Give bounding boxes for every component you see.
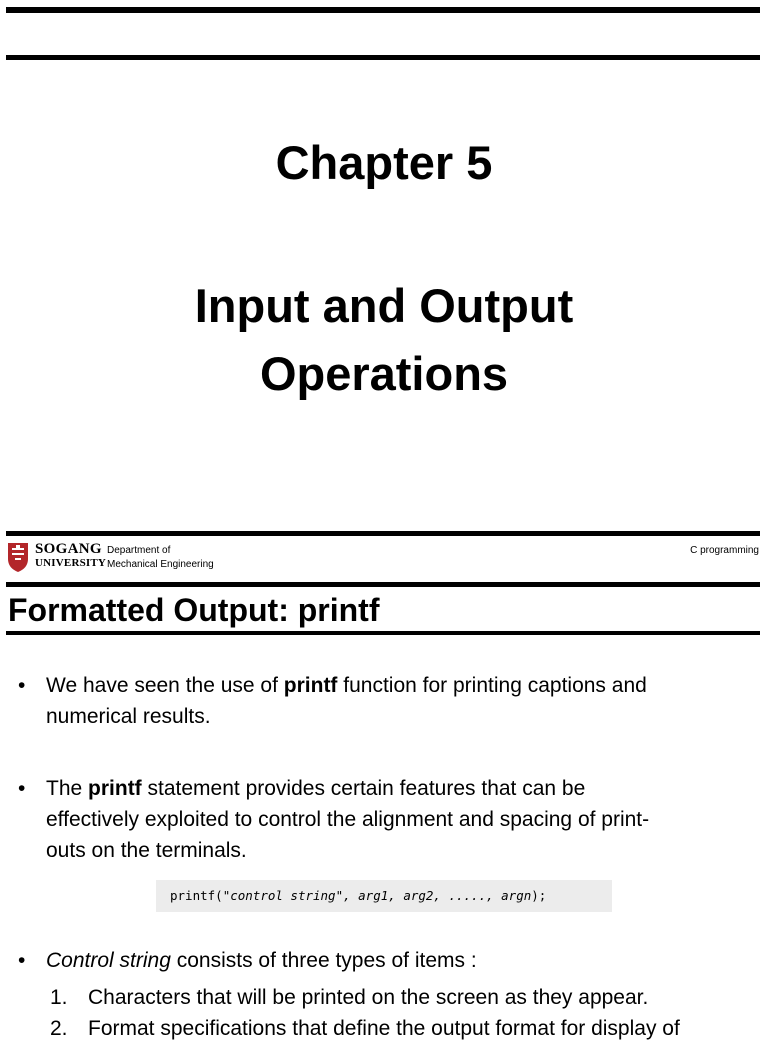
bullet-printf-features [18, 773, 748, 866]
bullet-dot: • [18, 949, 26, 972]
bullet-text: Control string consists of three types of items : [46, 949, 477, 972]
slide-title: Formatted Output: printf [8, 592, 380, 628]
top-rule-1 [6, 7, 760, 13]
header-top-rule [6, 531, 760, 536]
bullet-text: We have seen the use of printf function for printing captions and numerical results. [46, 674, 647, 728]
course-name: C programming [690, 545, 759, 556]
chapter-title [0, 272, 768, 408]
bullet-dot: • [18, 777, 26, 800]
department-line1: Department of [107, 545, 171, 556]
bullet-dot: • [18, 674, 26, 697]
numbered-item: 1. Characters that will be printed on the screen as they appear. [50, 986, 649, 1009]
chapter-title-line2: Operations [259, 347, 509, 400]
printf-keyword: printf [283, 674, 338, 697]
bullet-printf-use [18, 670, 748, 732]
university-name-line2: UNIVERSITY [35, 557, 107, 569]
title-underline [6, 631, 760, 635]
university-name-line1: SOGANG [35, 541, 102, 557]
printf-keyword: printf [88, 777, 142, 800]
printf-syntax-code: printf("control string", arg1, arg2, ....., argn); [156, 880, 612, 912]
control-string-term: Control string [46, 949, 171, 972]
university-seal-icon [6, 541, 30, 573]
chapter-heading: Chapter 5 [275, 136, 493, 189]
chapter-title-line1: Input and Output [194, 279, 574, 332]
department-line2: Mechanical Engineering [107, 559, 214, 570]
numbered-item: 2. Format specifications that define the output format for display of [50, 1017, 680, 1040]
top-rule-2 [6, 55, 760, 60]
bullet-control-string [18, 945, 748, 976]
bullet-text: The printf statement provides certain features that can be effectively exploited to control the alignment and spacing of print- outs on the terminals. [46, 777, 650, 862]
header-bottom-rule [6, 582, 760, 587]
